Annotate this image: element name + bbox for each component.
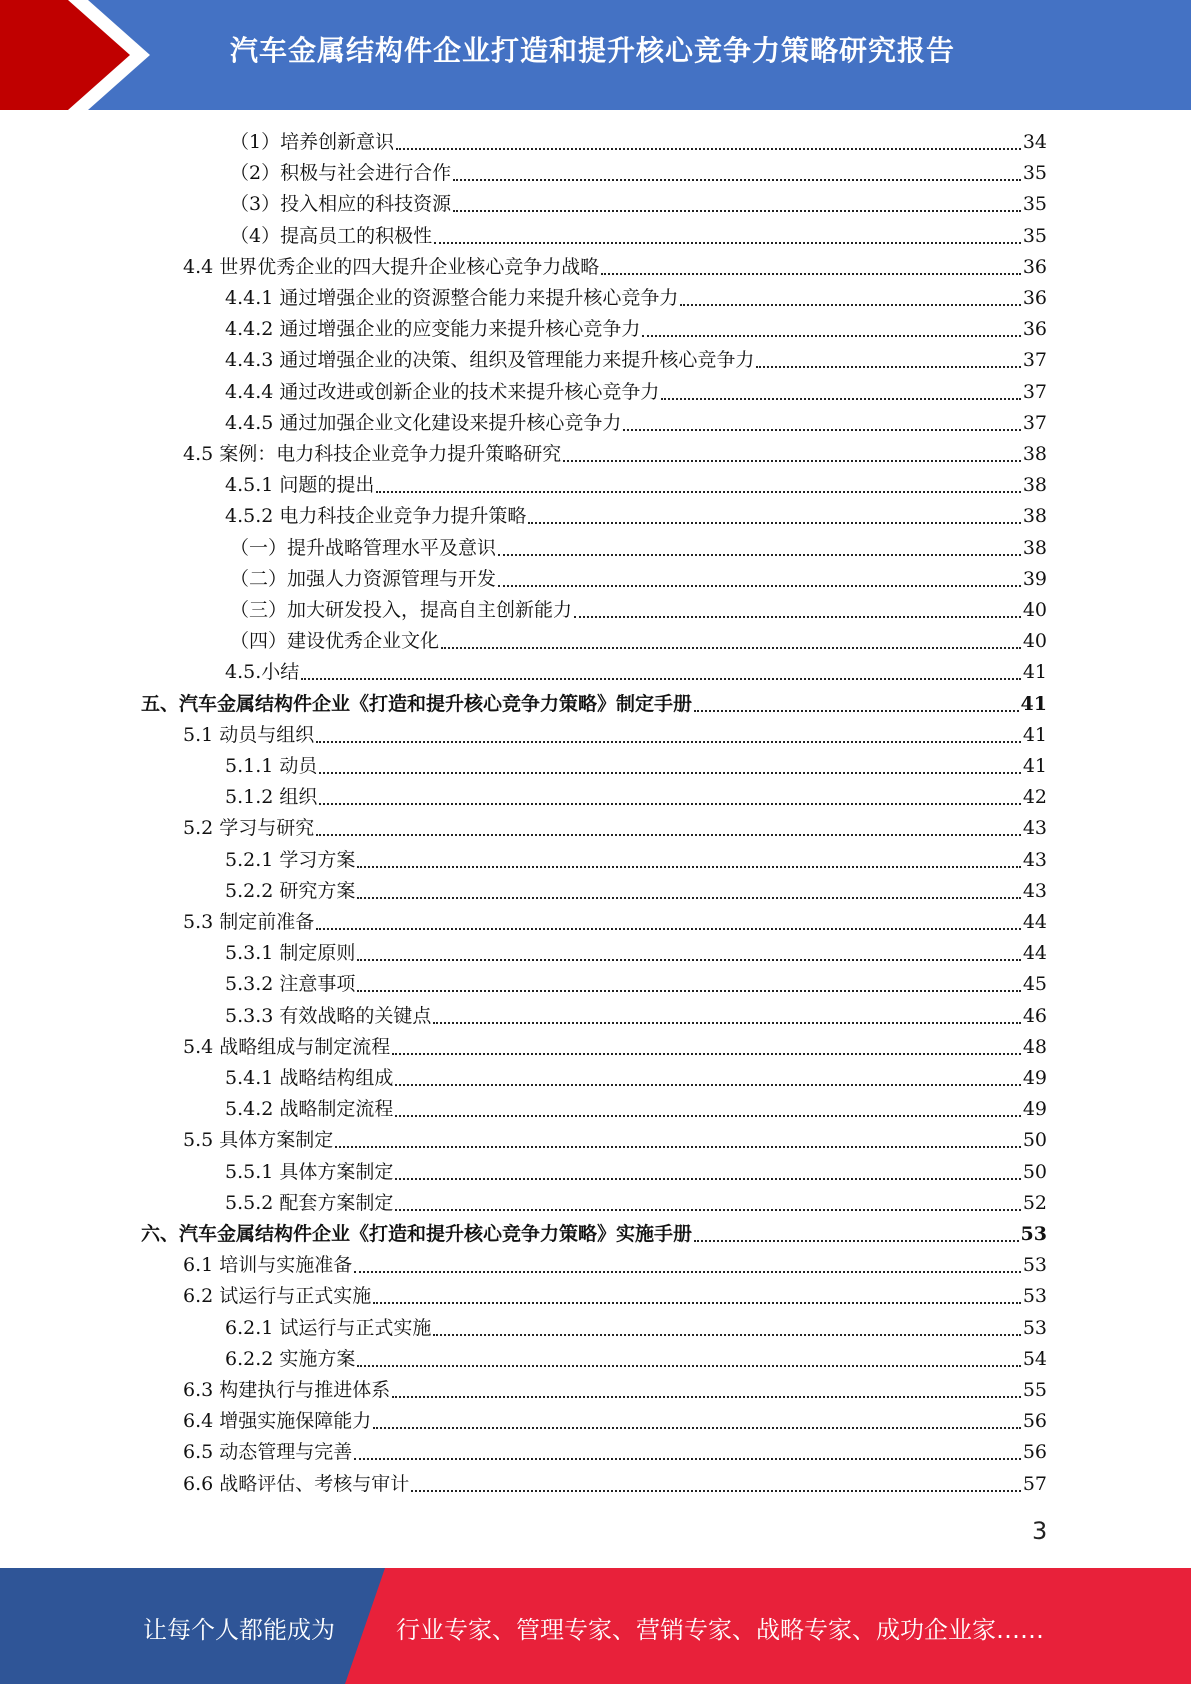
toc-entry[interactable] — [225, 938, 1047, 969]
toc-entry-page: 35 — [1022, 162, 1047, 185]
toc-entry-page: 35 — [1022, 224, 1047, 247]
toc-entry-page: 38 — [1022, 505, 1047, 528]
toc-dot-leader — [316, 741, 1021, 743]
toc-entry-title: 5.1.1 动员 — [225, 755, 318, 777]
toc-dot-leader — [354, 1458, 1021, 1460]
toc-entry-page: 37 — [1022, 380, 1047, 403]
toc-entry-page: 50 — [1022, 1129, 1047, 1152]
toc-entry[interactable] — [225, 408, 1047, 439]
toc-entry-title: （二）加强人力资源管理与开发 — [230, 567, 497, 590]
toc-entry[interactable] — [183, 907, 1047, 938]
toc-dot-leader — [411, 1490, 1021, 1492]
toc-entry-page: 46 — [1022, 1004, 1047, 1027]
toc-entry-title: 5.2 学习与研究 — [183, 817, 315, 840]
toc-entry-title: 5.1.2 组织 — [225, 786, 318, 809]
toc-entry[interactable] — [225, 1094, 1047, 1125]
toc-entry-title: （一）提升战略管理水平及意识 — [230, 536, 497, 559]
toc-entry-page: 37 — [1022, 411, 1047, 434]
toc-entry[interactable] — [183, 813, 1047, 844]
toc-entry-page: 36 — [1022, 318, 1047, 341]
toc-entry-page: 43 — [1022, 848, 1047, 871]
page-footer — [0, 1568, 1191, 1684]
toc-dot-leader — [395, 1178, 1020, 1180]
toc-dot-leader — [395, 1084, 1020, 1086]
toc-entry-title: 5.5.1 具体方案制定 — [225, 1160, 394, 1183]
toc-entry-page: 38 — [1022, 536, 1047, 559]
toc-dot-leader — [396, 148, 1021, 150]
toc-entry-title: 4.4.3 通过增强企业的决策、组织及管理能力来提升核心竞争力 — [225, 349, 755, 372]
toc-entry[interactable] — [230, 595, 1047, 626]
toc-entry-title: 5.3 制定前准备 — [183, 911, 315, 933]
toc-entry[interactable] — [225, 1313, 1047, 1344]
toc-entry[interactable] — [183, 439, 1047, 470]
toc-entry-page: 56 — [1022, 1441, 1047, 1464]
toc-chapter-entry[interactable] — [141, 1219, 1047, 1250]
toc-entry-page: 38 — [1022, 474, 1047, 497]
toc-entry[interactable] — [183, 1469, 1047, 1500]
toc-dot-leader — [661, 398, 1020, 400]
toc-entry-title: 4.5.1 问题的提出 — [225, 474, 375, 497]
toc-entry-title: 4.5.2 电力科技企业竞争力提升策略 — [225, 505, 527, 528]
toc-entry-title: 5.4 战略组成与制定流程 — [183, 1035, 391, 1058]
toc-entry[interactable] — [225, 470, 1047, 501]
toc-dot-leader — [392, 1396, 1021, 1398]
toc-entry-page: 38 — [1022, 443, 1047, 465]
toc-entry-title: 4.5 案例：电力科技企业竞争力提升策略研究 — [183, 443, 562, 465]
toc-entry[interactable] — [225, 876, 1047, 907]
toc-entry-title: 5.5.2 配套方案制定 — [225, 1191, 394, 1214]
toc-entry-page: 44 — [1022, 942, 1047, 965]
toc-entry-title: 6.6 战略评估、考核与审计 — [183, 1472, 410, 1495]
toc-entry-title: （四）建设优秀企业文化 — [230, 630, 440, 653]
toc-entry-title: 4.5.小结 — [225, 661, 300, 684]
toc-entry-title: 4.4.5 通过加强企业文化建设来提升核心竞争力 — [225, 411, 622, 434]
toc-entry-page: 41 — [1022, 755, 1047, 777]
report-title: 汽车金属结构件企业打造和提升核心竞争力策略研究报告 — [230, 34, 956, 67]
toc-entry[interactable] — [225, 1188, 1047, 1219]
toc-entry-page: 45 — [1022, 973, 1047, 996]
toc-entry-title: 4.4 世界优秀企业的四大提升企业核心竞争力战略 — [183, 255, 600, 278]
toc-dot-leader — [301, 678, 1021, 680]
toc-entry-page: 52 — [1022, 1191, 1047, 1214]
toc-entry-title: 5.3.2 注意事项 — [225, 973, 356, 996]
toc-entry-title: 五、汽车金属结构件企业《打造和提升核心竞争力策略》制定手册 — [141, 692, 693, 715]
toc-entry-page: 53 — [1022, 1285, 1047, 1308]
toc-dot-leader — [694, 1240, 1019, 1242]
toc-dot-leader — [357, 866, 1020, 868]
toc-dot-leader — [642, 335, 1020, 337]
toc-entry-title: 4.4.2 通过增强企业的应变能力来提升核心竞争力 — [225, 318, 641, 341]
toc-entry[interactable] — [225, 782, 1047, 813]
page-header — [0, 0, 1191, 110]
toc-entry-page: 49 — [1022, 1098, 1047, 1121]
toc-dot-leader — [453, 210, 1021, 212]
toc-entry-page: 56 — [1022, 1410, 1047, 1433]
toc-entry-page: 42 — [1022, 786, 1047, 809]
page-number: 3 — [1032, 1517, 1048, 1545]
toc-entry-title: 6.2.1 试运行与正式实施 — [225, 1316, 432, 1339]
toc-entry[interactable] — [230, 533, 1047, 564]
toc-entry-title: 6.4 增强实施保障能力 — [183, 1410, 372, 1433]
toc-chapter-entry[interactable] — [141, 689, 1047, 720]
toc-entry[interactable] — [225, 283, 1047, 314]
toc-entry-title: （4）提高员工的积极性 — [230, 224, 433, 247]
toc-entry[interactable] — [183, 1406, 1047, 1437]
toc-entry-title: 5.3.1 制定原则 — [225, 942, 356, 965]
toc-dot-leader — [453, 179, 1021, 181]
toc-entry-title: 5.4.2 战略制定流程 — [225, 1098, 394, 1121]
toc-entry[interactable] — [225, 751, 1047, 782]
toc-entry-title: 5.4.1 战略结构组成 — [225, 1067, 394, 1089]
toc-entry[interactable] — [225, 314, 1047, 345]
toc-entry-page: 35 — [1022, 193, 1047, 216]
toc-entry[interactable] — [225, 1063, 1047, 1094]
toc-dot-leader — [498, 554, 1021, 556]
toc-entry-page: 49 — [1022, 1067, 1047, 1089]
toc-entry[interactable] — [225, 845, 1047, 876]
toc-entry-title: 5.2.2 研究方案 — [225, 879, 356, 902]
toc-dot-leader — [433, 1334, 1020, 1336]
toc-dot-leader — [694, 710, 1019, 712]
footer-slogan-right: 行业专家、管理专家、营销专家、战略专家、成功企业家…… — [396, 1616, 1044, 1644]
toc-dot-leader — [357, 897, 1020, 899]
toc-entry-title: 5.1 动员与组织 — [183, 723, 315, 746]
toc-entry[interactable] — [230, 626, 1047, 657]
toc-entry-page: 53 — [1022, 1254, 1047, 1277]
toc-dot-leader — [574, 616, 1021, 618]
toc-dot-leader — [756, 366, 1020, 368]
toc-entry[interactable] — [225, 657, 1047, 688]
toc-dot-leader — [357, 1365, 1020, 1367]
toc-entry[interactable] — [230, 158, 1047, 189]
toc-entry-page: 37 — [1022, 349, 1047, 372]
toc-entry[interactable] — [183, 1250, 1047, 1281]
toc-entry-title: 六、汽车金属结构件企业《打造和提升核心竞争力策略》实施手册 — [141, 1223, 693, 1245]
toc-dot-leader — [528, 522, 1020, 524]
toc-entry[interactable] — [230, 127, 1047, 158]
toc-dot-leader — [357, 959, 1020, 961]
toc-dot-leader — [441, 647, 1021, 649]
toc-entry[interactable] — [183, 1437, 1047, 1468]
toc-dot-leader — [319, 803, 1020, 805]
toc-entry-title: 4.4.4 通过改进或创新企业的技术来提升核心竞争力 — [225, 380, 660, 403]
toc-entry[interactable] — [183, 1125, 1047, 1156]
toc-entry-title: （三）加大研发投入，提高自主创新能力 — [230, 599, 573, 621]
toc-dot-leader — [373, 1427, 1021, 1429]
toc-entry-title: 6.5 动态管理与完善 — [183, 1441, 353, 1464]
toc-dot-leader — [498, 585, 1021, 587]
toc-dot-leader — [357, 990, 1020, 992]
toc-entry-title: 6.2.2 实施方案 — [225, 1347, 356, 1370]
toc-dot-leader — [395, 1115, 1020, 1117]
toc-dot-leader — [623, 429, 1020, 431]
toc-dot-leader — [434, 242, 1021, 244]
toc-entry[interactable] — [225, 1157, 1047, 1188]
toc-entry-page: 40 — [1022, 630, 1047, 653]
toc-dot-leader — [376, 491, 1020, 493]
toc-entry-page: 55 — [1022, 1379, 1047, 1401]
toc-entry[interactable] — [225, 345, 1047, 376]
toc-dot-leader — [316, 834, 1021, 836]
toc-entry[interactable] — [183, 720, 1047, 751]
toc-entry-page: 53 — [1020, 1223, 1047, 1245]
toc-entry-page: 48 — [1022, 1035, 1047, 1058]
toc-entry-title: （2）积极与社会进行合作 — [230, 162, 452, 185]
toc-entry-page: 44 — [1022, 911, 1047, 933]
toc-dot-leader — [354, 1271, 1021, 1273]
toc-entry[interactable] — [225, 1344, 1047, 1375]
toc-entry-title: 5.5 具体方案制定 — [183, 1129, 334, 1152]
toc-entry-title: 6.3 构建执行与推进体系 — [183, 1379, 391, 1401]
toc-dot-leader — [316, 928, 1021, 930]
toc-entry-page: 57 — [1022, 1472, 1047, 1495]
toc-entry-page: 36 — [1022, 255, 1047, 278]
toc-dot-leader — [601, 273, 1021, 275]
toc-entry-page: 34 — [1022, 131, 1047, 153]
toc-dot-leader — [319, 772, 1020, 774]
footer-slogan-left: 让每个人都能成为 — [143, 1616, 335, 1644]
toc-dot-leader — [680, 304, 1020, 306]
toc-dot-leader — [335, 1146, 1021, 1148]
toc-entry-page: 41 — [1022, 661, 1047, 684]
toc-entry-page: 40 — [1022, 599, 1047, 621]
toc-entry[interactable] — [183, 1281, 1047, 1312]
toc-dot-leader — [392, 1053, 1021, 1055]
toc-dot-leader — [373, 1302, 1021, 1304]
toc-entry-page: 39 — [1022, 567, 1047, 590]
toc-entry-title: 4.4.1 通过增强企业的资源整合能力来提升核心竞争力 — [225, 287, 679, 309]
toc-entry[interactable] — [183, 1375, 1047, 1406]
toc-entry[interactable] — [225, 1001, 1047, 1032]
toc-dot-leader — [563, 460, 1021, 462]
toc-entry-page: 53 — [1022, 1316, 1047, 1339]
toc-entry-page: 50 — [1022, 1160, 1047, 1183]
toc-entry-title: 5.3.3 有效战略的关键点 — [225, 1004, 432, 1027]
toc-entry[interactable] — [183, 1032, 1047, 1063]
toc-dot-leader — [395, 1209, 1020, 1211]
toc-entry-title: 5.2.1 学习方案 — [225, 848, 356, 871]
toc-entry[interactable] — [183, 252, 1047, 283]
toc-entry-page: 36 — [1022, 287, 1047, 309]
toc-entry-title: 6.2 试运行与正式实施 — [183, 1285, 372, 1308]
toc-entry-title: 6.1 培训与实施准备 — [183, 1254, 353, 1277]
toc-entry[interactable] — [225, 969, 1047, 1000]
toc-entry[interactable] — [230, 564, 1047, 595]
toc-entry[interactable] — [230, 189, 1047, 220]
toc-entry-page: 43 — [1022, 879, 1047, 902]
toc-entry-title: （1）培养创新意识 — [230, 131, 395, 153]
toc-entry-page: 41 — [1022, 723, 1047, 746]
toc-entry[interactable] — [225, 501, 1047, 532]
toc-dot-leader — [433, 1022, 1020, 1024]
toc-entry[interactable] — [230, 221, 1047, 252]
toc-entry-page: 54 — [1022, 1347, 1047, 1370]
toc-entry[interactable] — [225, 377, 1047, 408]
toc-entry-page: 43 — [1022, 817, 1047, 840]
toc-entry-title: （3）投入相应的科技资源 — [230, 193, 452, 216]
toc-entry-page: 41 — [1020, 692, 1047, 715]
